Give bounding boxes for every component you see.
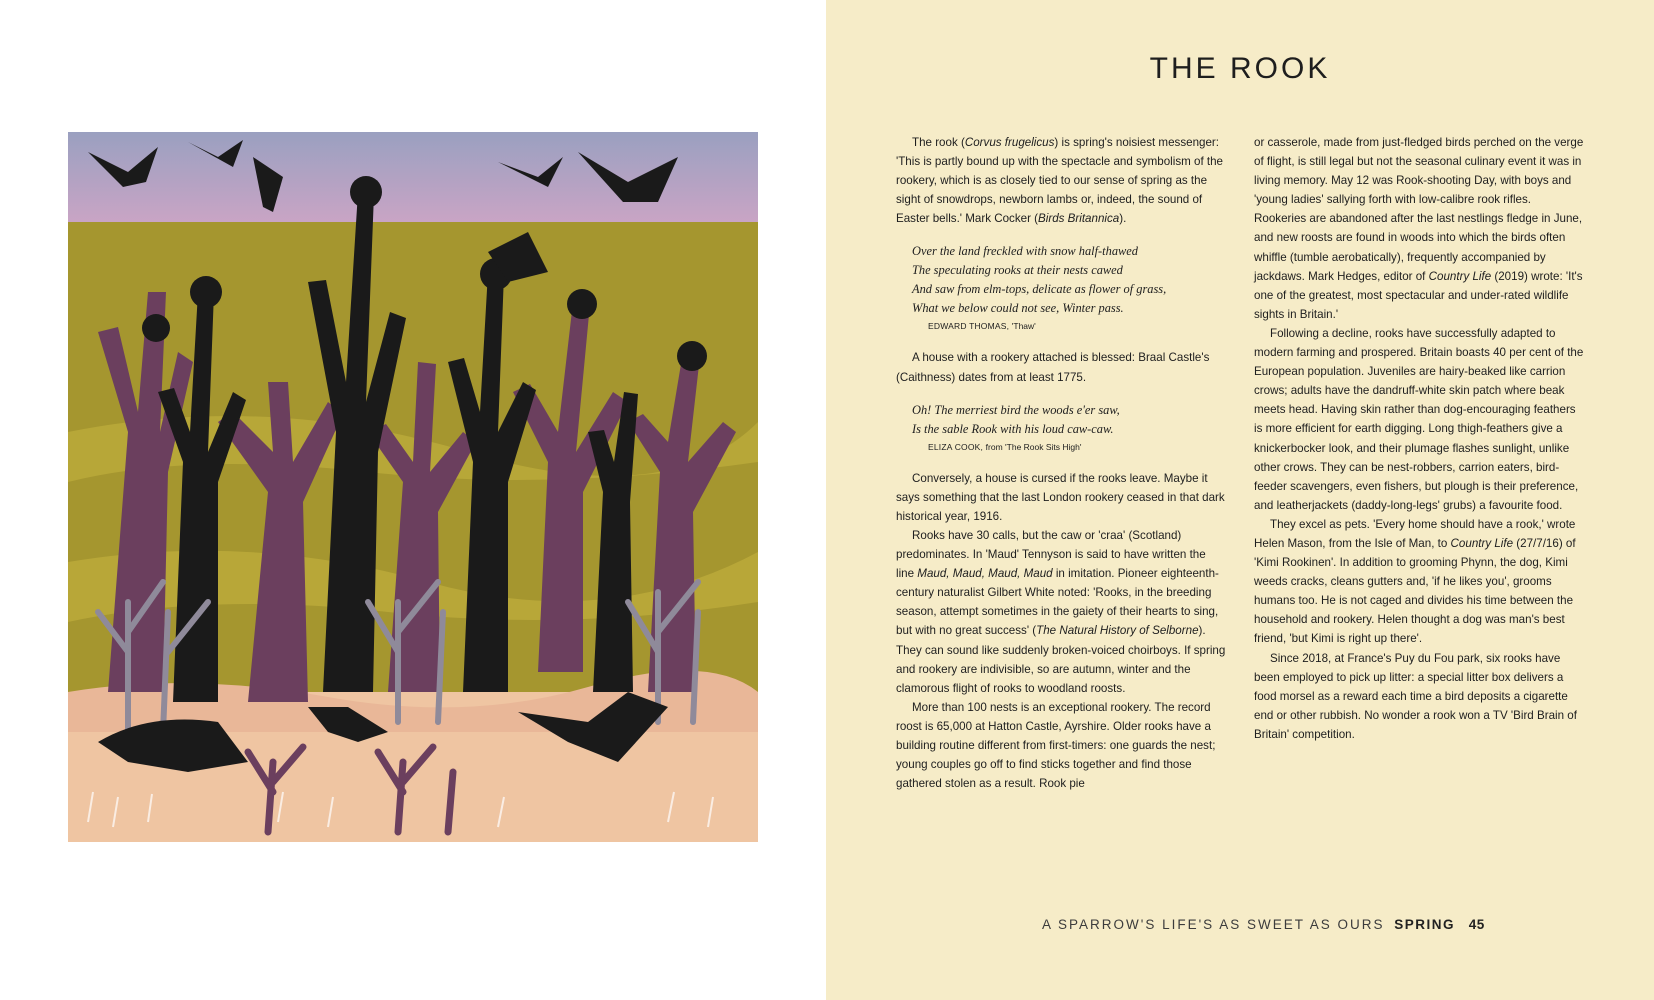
- section-name: SPRING: [1394, 917, 1456, 932]
- poem-line: And saw from elm-tops, delicate as flower of grass,: [912, 282, 1167, 297]
- rook-woodcut-illustration: [68, 132, 758, 842]
- page-number: 45: [1468, 917, 1485, 932]
- poem-line: What we below could not see, Winter pass.: [912, 301, 1124, 316]
- poem-line: Is the sable Rook with his loud caw-caw.: [912, 421, 1114, 436]
- poem-line: Oh! The merriest bird the woods e'er saw,: [912, 402, 1120, 417]
- poem-attribution: ELIZA COOK, from 'The Rook Sits High': [928, 441, 1082, 452]
- right-page: [826, 0, 1654, 1000]
- poem-line: The speculating rooks at their nests cawed: [912, 263, 1123, 278]
- paragraph: Conversely, a house is cursed if the rooks leave. Maybe it says something that the last London rookery ceased in that dark historical year, 1916.: [896, 471, 1225, 523]
- running-footer: [1042, 917, 1485, 932]
- paragraph: A house with a rookery attached is blessed: Braal Castle's (Caithness) dates from at least 1775.: [896, 351, 1210, 384]
- paragraph: More than 100 nests is an exceptional rookery. The record roost is 65,000 at Hatton Castle, Ayrshire. Older rooks have a building routine different from first-timers: one guards the nest; young couples go off to find sticks together and find those gathered stolen as a result. Rook pie: [896, 700, 1216, 791]
- paragraph: Since 2018, at France's Puy du Fou park, six rooks have been employed to pick up litter: a special litter box delivers a food morsel as a reward each time a bird deposits a cigarette end or other rubbish. No wonder a rook won a TV 'Bird Brain of Britain' competition.: [1254, 651, 1577, 741]
- paragraph: or casserole, made from just-fledged birds perched on the verge of flight, is still legal but not the seasonal culinary event it was in living memory. May 12 was Rook-shooting Day, with boys and 'young ladies' sallying forth with low-calibre rook rifles. Rookeries are abandoned after the last nestlings fledge in June, and new roosts are found in woods into which the birds often whiffle (tumble aerobatically), frequently accompanied by jackdaws. Mark Hedges, editor of Country Life (2019) wrote: 'It's one of the greatest, most spectacular and under-rated wildlife sights in Britain.': [1254, 136, 1584, 321]
- page-title: THE ROOK: [1149, 52, 1331, 85]
- left-page: [0, 0, 826, 1000]
- poem-quote: [912, 242, 1226, 318]
- paragraph: The rook (Corvus frugelicus) is spring's noisiest messenger: 'This is partly bound up with the spectacle and symbolism of the rookery, which is as closely tied to our sense of spring as the sight of snowdrops, newborn lambs or, indeed, the sound of Easter bells.' Mark Cocker (Birds Britannica).: [896, 136, 1224, 226]
- paragraph: Following a decline, rooks have successfully adapted to modern farming and prospered. Britain boasts 40 per cent of the European population. Juveniles are hairy-beaked like carrion crows; adults have the dandruff-white skin patch where beak meets head. Having skin rather than dog-encouraging feathers is more efficient for earth digging. Long thigh-feathers give a knickerbocker look, and their plumage flashes sunlight, unlike other crows. They can be nest-robbers, carrion eaters, bird-feeder scavengers, even fishers, but plough is their preference, and leatherjackets (daddy-long-legs' grubs) a favourite food.: [1254, 326, 1584, 512]
- paragraph: Rooks have 30 calls, but the caw or 'craa' (Scotland) predominates. In 'Maud' Tennyson is said to have written the line Maud, Maud, Maud, Maud in imitation. Pioneer eighteenth-century naturalist Gilbert White noted: 'Rooks, in the breeding season, attempt sometimes in the gaiety of their hearts to sing, but with no great success' (The Natural History of Selborne). They can sound like suddenly broken-voiced choirboys. If spring and rookery are indivisible, so are autumn, winter and the clamorous flight of rooks to woodland roosts.: [896, 528, 1226, 695]
- text-column-2: [1254, 133, 1584, 744]
- poem-quote: [912, 401, 1226, 439]
- text-column-1: [896, 133, 1226, 793]
- poem-line: Over the land freckled with snow half-thawed: [912, 244, 1138, 259]
- running-head: A SPARROW'S LIFE'S AS SWEET AS OURS: [1042, 917, 1385, 932]
- paragraph: They excel as pets. 'Every home should have a rook,' wrote Helen Mason, from the Isle of Man, to Country Life (27/7/16) of 'Kimi Rookinen'. In addition to grooming Phynn, the dog, Kimi weeds cracks, cleans gutters and, 'if he likes you', grooms humans too. He is not caged and divides his time between the household and rookery. Helen thought a dog was man's best friend, 'but Kimi is right up there'.: [1254, 517, 1576, 646]
- poem-attribution: EDWARD THOMAS, 'Thaw': [928, 321, 1036, 332]
